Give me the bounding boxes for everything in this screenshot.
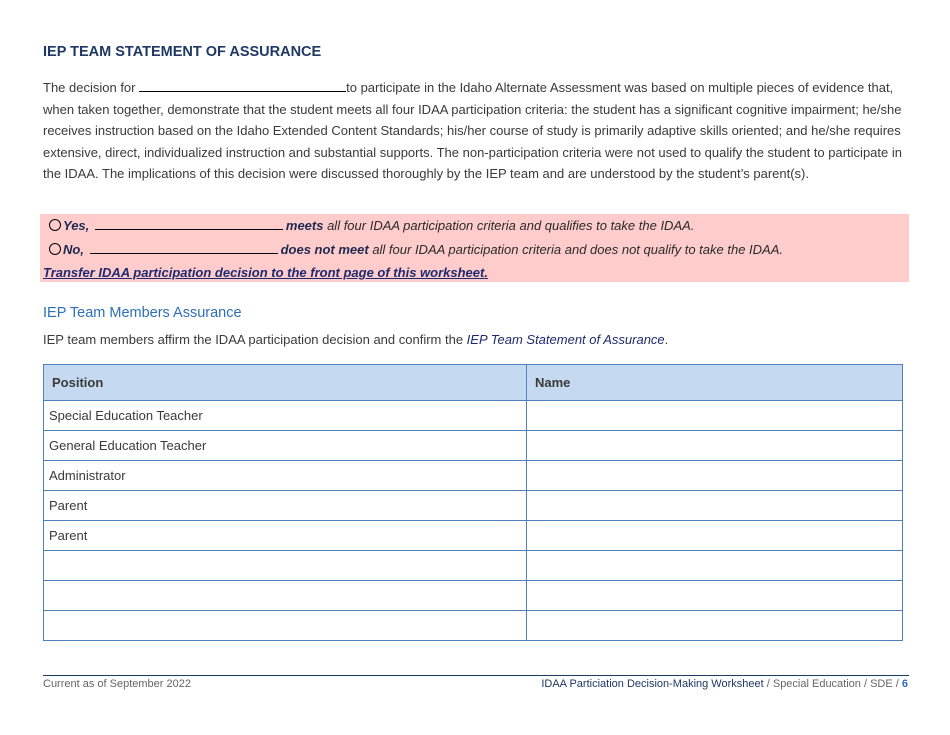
members-table	[43, 364, 903, 641]
name-cell[interactable]	[527, 491, 903, 521]
table-row	[44, 611, 903, 641]
yes-option	[49, 217, 694, 233]
transfer-period: .	[484, 265, 488, 280]
name-cell[interactable]	[527, 401, 903, 431]
yes-name-field[interactable]	[95, 217, 283, 230]
name-cell[interactable]	[527, 581, 903, 611]
statement-paragraph	[43, 77, 913, 185]
position-cell: Special Education Teacher	[44, 401, 527, 431]
name-cell[interactable]	[527, 461, 903, 491]
yes-radio[interactable]	[49, 219, 61, 231]
position-cell[interactable]	[44, 611, 527, 641]
table-row	[44, 551, 903, 581]
table-row	[44, 401, 903, 431]
table-row	[44, 581, 903, 611]
no-name-field[interactable]	[90, 241, 278, 254]
no-criteria-text: all four IDAA participation criteria and does not qualify to take the IDAA.	[368, 242, 783, 257]
no-label: No,	[63, 242, 84, 257]
no-radio[interactable]	[49, 243, 61, 255]
affirm-italic: IEP Team Statement of Assurance	[466, 332, 665, 347]
position-cell: Parent	[44, 491, 527, 521]
members-affirm-text	[43, 332, 668, 347]
affirm-before: IEP team members affirm the IDAA participation decision and confirm the	[43, 332, 467, 347]
members-section-title: IEP Team Members Assurance	[43, 305, 242, 321]
statement-body: to participate in the Idaho Alternate Assessment was based on multiple pieces of evidence that, when taken together, demonstrate that the student meets all four IDAA participation criteria: the student has a significant cognitive impairment; he/she receives instruction based on the Idaho Extended Content Standards; his/her course of study is primarily adaptive skills oriented; and he/she requires extensive, direct, individualized instruction and substantial supports. The non-participation criteria were not used to qualify the student to participate in the IDAA. The implications of this decision were discussed thoroughly by the IEP team and are understood by the student’s parent(s).	[43, 80, 902, 181]
no-option	[49, 241, 783, 257]
affirm-after: .	[664, 332, 669, 347]
name-cell[interactable]	[527, 521, 903, 551]
transfer-instruction	[43, 265, 488, 280]
yes-criteria-text: all four IDAA participation criteria and qualifies to take the IDAA.	[323, 218, 695, 233]
footer-doc-title: IDAA Particiation Decision-Making Worksheet	[541, 678, 764, 690]
footer-divider	[43, 675, 909, 676]
table-row	[44, 491, 903, 521]
page-number: 6	[901, 678, 908, 690]
name-header: Name	[527, 365, 903, 401]
position-cell: Parent	[44, 521, 527, 551]
page-title: IEP TEAM STATEMENT OF ASSURANCE	[43, 44, 322, 60]
yes-meets-text: meets	[285, 218, 324, 233]
footer-dept: / Special Education / SDE /	[763, 678, 902, 690]
table-row	[44, 521, 903, 551]
name-cell[interactable]	[527, 551, 903, 581]
student-name-field[interactable]	[139, 79, 346, 92]
table-row	[44, 431, 903, 461]
yes-label: Yes,	[63, 218, 90, 233]
table-row	[44, 461, 903, 491]
footer-doc-info	[541, 678, 908, 690]
statement-intro: The decision for	[43, 80, 140, 95]
position-cell: General Education Teacher	[44, 431, 527, 461]
name-cell[interactable]	[527, 431, 903, 461]
footer-date: Current as of September 2022	[43, 678, 191, 690]
name-cell[interactable]	[527, 611, 903, 641]
position-cell: Administrator	[44, 461, 527, 491]
position-cell[interactable]	[44, 551, 527, 581]
position-cell[interactable]	[44, 581, 527, 611]
table-header-row	[44, 365, 903, 401]
decision-box	[40, 214, 909, 282]
no-meets-text: does not meet	[280, 242, 369, 257]
transfer-text: Transfer IDAA participation decision to the front page of this worksheet	[43, 265, 485, 280]
position-header: Position	[44, 365, 527, 401]
